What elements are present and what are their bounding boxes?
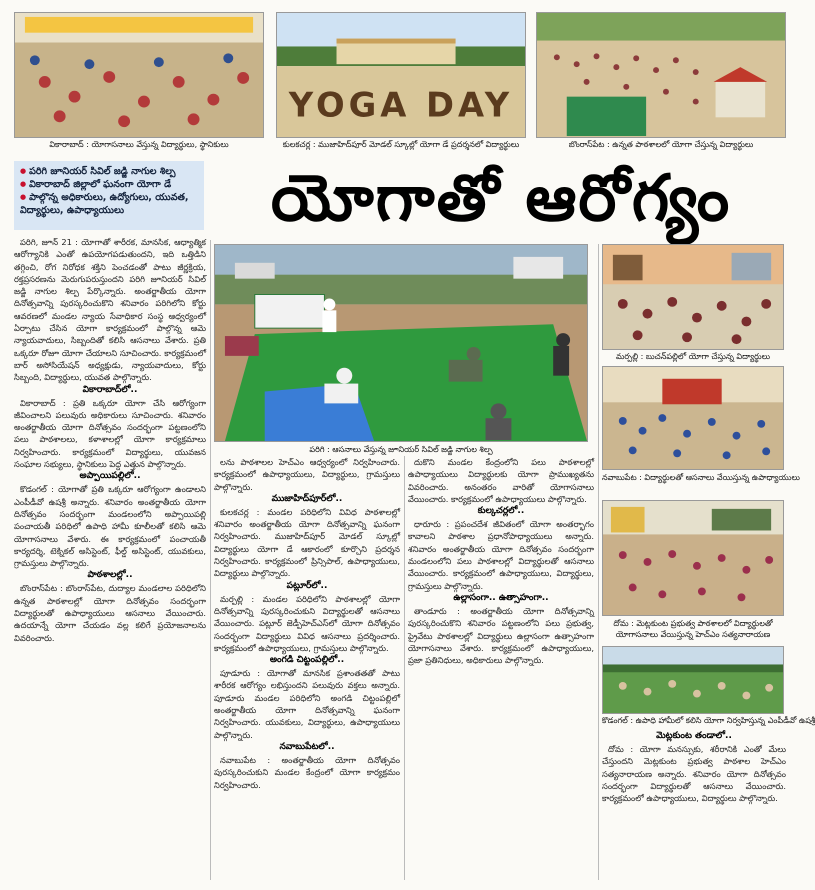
article-paragraph: కొడంగల్ : యోగాతో ప్రతి ఒక్కరూ ఆరోగ్యంగా ఉండాలని ఎంపీడీవో ఉషశ్రీ అన్నారు. శనివారం అంతర్జాతీయ యోగా దినోత్సవం సందర్భంగా మండలంలోని అప్పాయిపల్లి పంచాయతీ పరిధిలో ఉపాధి హామీ కూలీలతో కలిసి ఆమె యోగాసనాలు వేశారు. ఈ కార్యక్రమంలో పంచాయతీ కార్యదర్శి, టెక్నికల్ అసిస్టెంట్, ఫీల్డ్ అసిస్టెంట్, యువకులు, గ్రామస్తులు పాల్గొన్నారు. (14, 484, 206, 569)
highlights-box (14, 161, 204, 230)
subhead-schools: పాఠశాలల్లో.. (87, 570, 133, 581)
headline: యోగాతో ఆరోగ్యం (270, 161, 732, 236)
photo-marpalli-yoga (602, 244, 784, 350)
subhead-mujahidpur: ముజాహిద్‌పూర్‌లో.. (271, 493, 343, 504)
column-divider (404, 456, 405, 880)
subhead-nawabpet: నవాబుపేటలో.. (279, 741, 335, 752)
subhead-appaipalli: అప్పాయిపల్లిలో.. (79, 471, 141, 482)
article-paragraph: నవాబుపేట : అంతర్జాతీయ యోగా దినోత్సవం పురస్కరించుకుని మండల కేంద్రంలో యోగా కార్యక్రమం నిర్వహించారు. (214, 754, 400, 790)
article-paragraph: బొంరాస్‌పేట : బొంరాస్‌పేట, దుద్యాల మండలాల పరిధిలోని ఉన్నత పాఠశాలల్లో యోగా దినోత్సవం సందర్భంగా విద్యార్థులతో ఉపాధ్యాయులు ఆసనాలు వేయించారు. ఉదయాన్నే యోగా చేయడం వల్ల కలిగే ప్రయోజనాలను వివరించారు. (14, 583, 206, 643)
subhead-metlakunta: మెట్లకుంట తండాలో.. (656, 731, 732, 741)
article-paragraph: ధారూరు : ప్రపంచదేశ జీవితంలో యోగా అంతర్భాగం కావాలని పాఠశాల ప్రధానోపాధ్యాయులు అన్నారు. శనివారం అంతర్జాతీయ యోగా దినోత్సవం సందర్భంగా మండలంలోని పలు పాఠశాలల్లో విద్యార్థులతో ఆసనాలు వేయించారు. కార్యక్రమంలో ఉపాధ్యాయులు, విద్యార్థులు, గ్రామస్తులు పాల్గొన్నారు. (408, 519, 594, 591)
article-column-2 (214, 456, 400, 880)
photo-nawabpet-yoga (602, 366, 784, 470)
article-paragraph: తాండూరు : అంతర్జాతీయ యోగా దినోత్సవాన్ని పురస్కరించుకొని శనివారం పట్టణంలోని పలు ప్రభుత్వ, ప్రైవేటు పాఠశాలల్లో విద్యార్థులు ఉల్లాసంగా ఉత్సాహంగా యోగాసనాలు వేశారు. కార్యక్రమంలో ఉపాధ్యాయులు, ప్రజా ప్రతినిధులు, అధికారులు పాల్గొన్నారు. (408, 605, 594, 666)
caption-top-left: వికారాబాద్ : యోగాసనాలు వేస్తున్న విద్యార్థులు, స్థానికులు (49, 140, 229, 149)
photo-vikarabad-yoga (14, 12, 264, 138)
subhead-vikarabad: వికారాబాద్‌లో.. (82, 384, 138, 395)
article-column-4 (602, 730, 786, 880)
caption-main: పరిగి : ఆసనాలు వేస్తున్న జూనియర్ సివిల్ జడ్జి నాగుల శిల్ప (309, 445, 493, 454)
article-intro: పరిగి, జూన్ 21 : యోగాతో శారీరక, మానసిక, ఆధ్యాత్మిక ఆరోగ్యానికి ఎంతో ఉపయోగపడుతుందని, ఇది ఒత్తిడిని తగ్గించి, రోగ నిరోధక శక్తిని పెంచడంతో పాటు జీర్ణక్రియ, రక్తప్రసరణను మెరుగుపరుస్తుందని పరిగి జూనియర్ సివిల్ జడ్జి నాగుల శిల్ప పేర్కొన్నారు. అంతర్జాతీయ యోగా దినోత్సవాన్ని పురస్కరించుకొని శనివారం పరిగిలోని కోర్టు ఆవరణలో మండల న్యాయ సేవాధికార సంస్థ ఆధ్వర్యంలో ఏర్పాటు చేసిన యోగా కార్యక్రమంలో పాల్గొన్న ఆమె న్యాయవాదులు, సిబ్బందితో కలిసి ఆసనాలు వేశారు. ప్రతి ఒక్కరూ రోజూ యోగా చేయాలని సూచించారు. కార్యక్రమంలో బార్ అసోసియేషన్ అధ్యక్షుడు, న్యాయవాదులు, కోర్టు సిబ్బంది, విద్యార్థులు, యువత పాల్గొన్నారు. (14, 237, 206, 383)
caption-right-4: కొడంగల్ : ఉపాధి హామీలో కలిసి యోగా నిర్వహిస్తున్న ఎంపీడీవో ఉషశ్రీ (602, 716, 815, 725)
column-divider (210, 240, 211, 880)
subhead-patlur: పట్లూర్‌లో.. (286, 580, 328, 591)
caption-right-3: దోమ : మెట్లకుంట ప్రభుత్వ పాఠశాలలో విద్యార్థులతో యోగాసనాలు వేయిస్తున్న హెచ్ఎం సత్యనారాయణ (613, 619, 773, 639)
subhead-cheerful: ఉల్లాసంగా.. ఉత్సాహంగా.. (453, 592, 549, 603)
caption-right-1: మర్పల్లి : బుచన్‌పల్లిలో యోగా చేస్తున్న విద్యార్థులు (615, 352, 771, 361)
caption-right-2: నవాబుపేట : విద్యార్థులతో ఆసనాలు వేయిస్తున్న ఉపాధ్యాయులు (602, 473, 800, 482)
column-divider (598, 244, 599, 880)
article-paragraph: మర్పల్లి : మండల పరిధిలోని పాఠశాలల్లో యోగా దినోత్సవాన్ని పురస్కరించుకుని విద్యార్థులతో ఆసనాలు వేయించారు. పట్లూర్ జెడ్పీహెచ్ఎస్‌లో యోగా దినోత్సవం సందర్భంగా విద్యార్థులు వివిధ ఆసనాలు ప్రదర్శించారు. కార్యక్రమంలో ఉపాధ్యాయులు, గ్రామస్తులు పాల్గొన్నారు. (214, 593, 400, 653)
article-paragraph: దోమ : యోగా మనస్సుకు, శరీరానికి ఎంతో మేలు చేస్తుందని మెట్లకుంట ప్రభుత్వ పాఠశాల హెచ్ఎం సత్యనారాయణ అన్నారు. శనివారం యోగా దినోత్సవం సందర్భంగా విద్యార్థులతో ఆసనాలు వేయించారు. కార్యక్రమంలో ఉపాధ్యాయులు, విద్యార్థులు పాల్గొన్నారు. (602, 744, 786, 804)
article-column-3 (408, 456, 594, 880)
yoga-day-formation: YOGA DAY (288, 85, 514, 125)
highlight-item: ● పాల్గొన్న అధికారులు, ఉద్యోగులు, యువత, విద్యార్థులు, ఉపాధ్యాయులు (20, 191, 198, 217)
highlight-item: ● వికారాబాద్ జిల్లాలో ఘనంగా యోగా డే (20, 178, 198, 191)
article-paragraph: పూడూరు : యోగాతో మానసిక ప్రశాంతతతో పాటు శారీరక ఆరోగ్యం లభిస్తుందని పలువురు వక్తలు అన్నారు. పూడూరు మండల పరిధిలోని అంగడి చిట్టంపల్లిలో అంతర్జాతీయ యోగా దినోత్సవాన్ని ఘనంగా నిర్వహించారు. యువకులు, విద్యార్థులు, ఉపాధ్యాయులు పాల్గొన్నారు. (214, 668, 400, 740)
subhead-angadi-chittampalli: అంగడి చిట్టంపల్లిలో.. (269, 655, 345, 666)
photo-doma-yoga (602, 500, 784, 616)
photo-kodangal-yoga (602, 646, 784, 714)
caption-top-middle: కులకచర్ల : ముజాహిద్‌పూర్ మోడల్ స్కూల్లో యోగా డే ప్రదర్శనలో విద్యార్థులు (282, 140, 520, 149)
photo-parigi-judge-yoga (214, 244, 588, 442)
article-paragraph: దుకొని మండల కేంద్రంలోని పలు పాఠశాలల్లో ఉపాధ్యాయులు విద్యార్థులకు యోగా ప్రాముఖ్యతను వివరించారు. అనంతరం వారితో యోగాసనాలు వేయించారు. కార్యక్రమంలో ఉపాధ్యాయులు పాల్గొన్నారు. (408, 457, 594, 504)
article-column-1 (14, 236, 206, 880)
article-paragraph: కులకచర్ల : మండల పరిధిలోని వివిధ పాఠశాలల్లో శనివారం అంతర్జాతీయ యోగా దినోత్సవాన్ని ఘనంగా నిర్వహించారు. ముజాహిద్‌పూర్ మోడల్ స్కూల్లో విద్యార్థులు యోగా డే ఆకారంలో కూర్చొని ప్రదర్శన నిర్వహించారు. కార్యక్రమంలో ప్రిన్సిపాల్, ఉపాధ్యాయులు, విద్యార్థులు పాల్గొన్నారు. (214, 506, 400, 579)
photo-bomraspet-yoga (536, 12, 786, 138)
article-paragraph: వికారాబాద్ : ప్రతి ఒక్కరూ యోగా చేసి ఆరోగ్యంగా జీవించాలని పలువురు అధికారులు సూచించారు. శనివారం అంతర్జాతీయ యోగా దినోత్సవం సందర్భంగా పట్టణంలోని పలు పాఠశాలలు, కళాశాలల్లో యోగా కార్యక్రమాలు నిర్వహించారు. కార్యక్రమంలో విద్యార్థులు, యువజన సంఘాల సభ్యులు, స్థానికులు పెద్ద ఎత్తున పాల్గొన్నారు. (14, 397, 206, 470)
photo-mujahidpur-yoga-day (276, 12, 526, 138)
highlight-item: ● పరిగి జూనియర్ సివిల్ జడ్జి నాగుల శిల్ప (20, 165, 198, 178)
subhead-kulkacharla: కుల్కచర్లలో.. (477, 506, 525, 517)
article-paragraph: లను పాఠశాలల హెచ్ఎం ఆధ్వర్యంలో నిర్వహించారు. కార్యక్రమంలో ఉపాధ్యాయులు, విద్యార్థులు, గ్రామస్తులు పాల్గొన్నారు. (214, 457, 400, 492)
caption-top-right: బొంరాస్‌పేట : ఉన్నత పాఠశాలలో యోగా చేస్తున్న విద్యార్థులు (568, 140, 754, 149)
